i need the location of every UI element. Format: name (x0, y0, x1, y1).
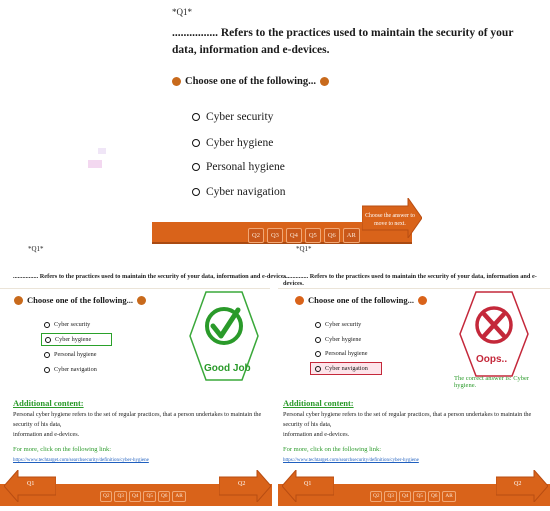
divider (278, 288, 550, 289)
radio-icon[interactable] (44, 367, 50, 373)
nav-ar-button[interactable]: AR (172, 491, 185, 502)
nav-q5-button[interactable]: Q5 (305, 228, 321, 243)
option-cyber-navigation[interactable] (192, 186, 286, 198)
question-nav (248, 228, 360, 243)
nav-q2-button[interactable]: Q2 (248, 228, 264, 243)
question-text-line1: ................ Refers to the practices used to maintain the security of your (172, 27, 514, 39)
option-cyber-hygiene[interactable] (315, 336, 361, 343)
question-label: *Q1* (172, 7, 192, 17)
nav-q5-button[interactable]: Q5 (413, 491, 425, 502)
option-label: Cyber navigation (325, 365, 368, 372)
nav-ar-button[interactable]: AR (343, 228, 360, 243)
tooltip-text: Choose the answer to move to next. (365, 213, 415, 227)
choose-prompt (14, 295, 146, 305)
radio-icon[interactable] (315, 322, 321, 328)
radio-icon[interactable] (192, 188, 200, 196)
option-personal-hygiene[interactable] (44, 351, 96, 358)
choose-prompt (172, 76, 329, 87)
nav-q4-button[interactable]: Q4 (399, 491, 411, 502)
option-cyber-security[interactable] (192, 111, 273, 123)
more-link-label: For more, click on the following link: (283, 446, 382, 453)
option-label: Cyber security (206, 111, 274, 123)
nav-q4-button[interactable]: Q4 (286, 228, 302, 243)
bullet-dot-icon (172, 77, 181, 86)
next-question-label: Q2 (238, 481, 246, 487)
additional-text-line: information and e-devices. (13, 431, 80, 438)
option-cyber-security[interactable] (315, 321, 361, 328)
nav-q5-button[interactable]: Q5 (143, 491, 155, 502)
good-job-label: Good Job (204, 363, 251, 374)
option-label: Cyber hygiene (325, 336, 362, 343)
additional-text-line: Personal cyber hygiene refers to the set of regular practices, that a person undertakes to maintain the security of his data, (13, 411, 262, 428)
radio-icon[interactable] (315, 351, 321, 357)
nav-q6-button[interactable]: Q6 (324, 228, 340, 243)
option-cyber-navigation-selected[interactable] (310, 362, 382, 375)
option-cyber-hygiene-selected[interactable] (41, 333, 112, 346)
option-label: Cyber security (54, 321, 91, 328)
additional-text-line: information and e-devices. (283, 431, 350, 438)
reference-link[interactable]: https://www.techtarget.com/searchsecurity/definition/cyber-hygiene (13, 458, 149, 463)
more-link-label: For more, click on the following link: (13, 446, 112, 453)
radio-icon[interactable] (315, 337, 321, 343)
prev-question-label: Q1 (304, 481, 312, 487)
radio-icon[interactable] (192, 113, 200, 121)
nav-q2-button[interactable]: Q2 (100, 491, 112, 502)
nav-q3-button[interactable]: Q3 (114, 491, 126, 502)
option-label: Cyber navigation (206, 186, 286, 198)
nav-q3-button[interactable]: Q3 (267, 228, 283, 243)
bullet-dot-icon (295, 296, 304, 305)
option-label: Cyber hygiene (206, 137, 274, 149)
prev-question-label: Q1 (27, 481, 35, 487)
question-nav (100, 491, 186, 502)
bullet-dot-icon (418, 296, 427, 305)
radio-icon[interactable] (45, 337, 51, 343)
additional-content-text (283, 410, 547, 440)
radio-icon[interactable] (192, 139, 200, 147)
bullet-dot-icon (320, 77, 329, 86)
next-question-label: Q2 (514, 481, 522, 487)
option-label: Cyber hygiene (55, 336, 92, 343)
additional-content-title: Additional content: (283, 398, 354, 408)
radio-icon[interactable] (44, 352, 50, 358)
choose-prompt-text: Choose one of the following... (308, 295, 415, 305)
next-arrow-icon[interactable] (496, 470, 548, 502)
divider (0, 288, 270, 289)
oops-label: Oops.. (476, 354, 508, 365)
nav-q4-button[interactable]: Q4 (129, 491, 141, 502)
question-label: *Q1* (296, 245, 312, 253)
option-label: Cyber navigation (54, 366, 97, 373)
additional-text-line: Personal cyber hygiene refers to the set of regular practices, that a person undertakes to maintain the security of his data, (283, 411, 532, 428)
question-text: ................ Refers to the practices used to maintain the security of your data, information and e-devices. (283, 273, 537, 287)
reference-link[interactable]: https://www.techtarget.com/searchsecurity/definition/cyber-hygiene (283, 458, 419, 463)
additional-content-title: Additional content: (13, 398, 84, 408)
nav-q3-button[interactable]: Q3 (384, 491, 396, 502)
question-nav (370, 491, 456, 502)
bullet-dot-icon (137, 296, 146, 305)
option-label: Personal hygiene (206, 161, 285, 173)
option-personal-hygiene[interactable] (192, 161, 285, 173)
question-text: ................ Refers to the practices used to maintain the security of your data, information and e-devices. (13, 273, 288, 280)
nav-q6-button[interactable]: Q6 (428, 491, 440, 502)
option-cyber-security[interactable] (44, 321, 90, 328)
nav-q6-button[interactable]: Q6 (158, 491, 170, 502)
decorative-shape (88, 160, 102, 168)
option-label: Personal hygiene (325, 350, 368, 357)
choose-prompt (295, 295, 427, 305)
correct-answer-note: The correct answer is: Cyber hygiene. (454, 375, 530, 389)
option-cyber-navigation[interactable] (44, 366, 97, 373)
additional-content-text (13, 410, 275, 440)
question-text-line2: data, information and e-devices. (172, 44, 330, 56)
choose-prompt-text: Choose one of the following... (185, 76, 316, 87)
nav-ar-button[interactable]: AR (442, 491, 455, 502)
bullet-dot-icon (14, 296, 23, 305)
radio-icon[interactable] (315, 366, 321, 372)
option-personal-hygiene[interactable] (315, 350, 367, 357)
nav-q2-button[interactable]: Q2 (370, 491, 382, 502)
question-label: *Q1* (28, 245, 44, 253)
radio-icon[interactable] (44, 322, 50, 328)
radio-icon[interactable] (192, 163, 200, 171)
option-label: Cyber security (325, 321, 362, 328)
decorative-shape (98, 148, 106, 154)
choose-prompt-text: Choose one of the following... (27, 295, 134, 305)
option-cyber-hygiene[interactable] (192, 137, 273, 149)
option-label: Personal hygiene (54, 351, 97, 358)
